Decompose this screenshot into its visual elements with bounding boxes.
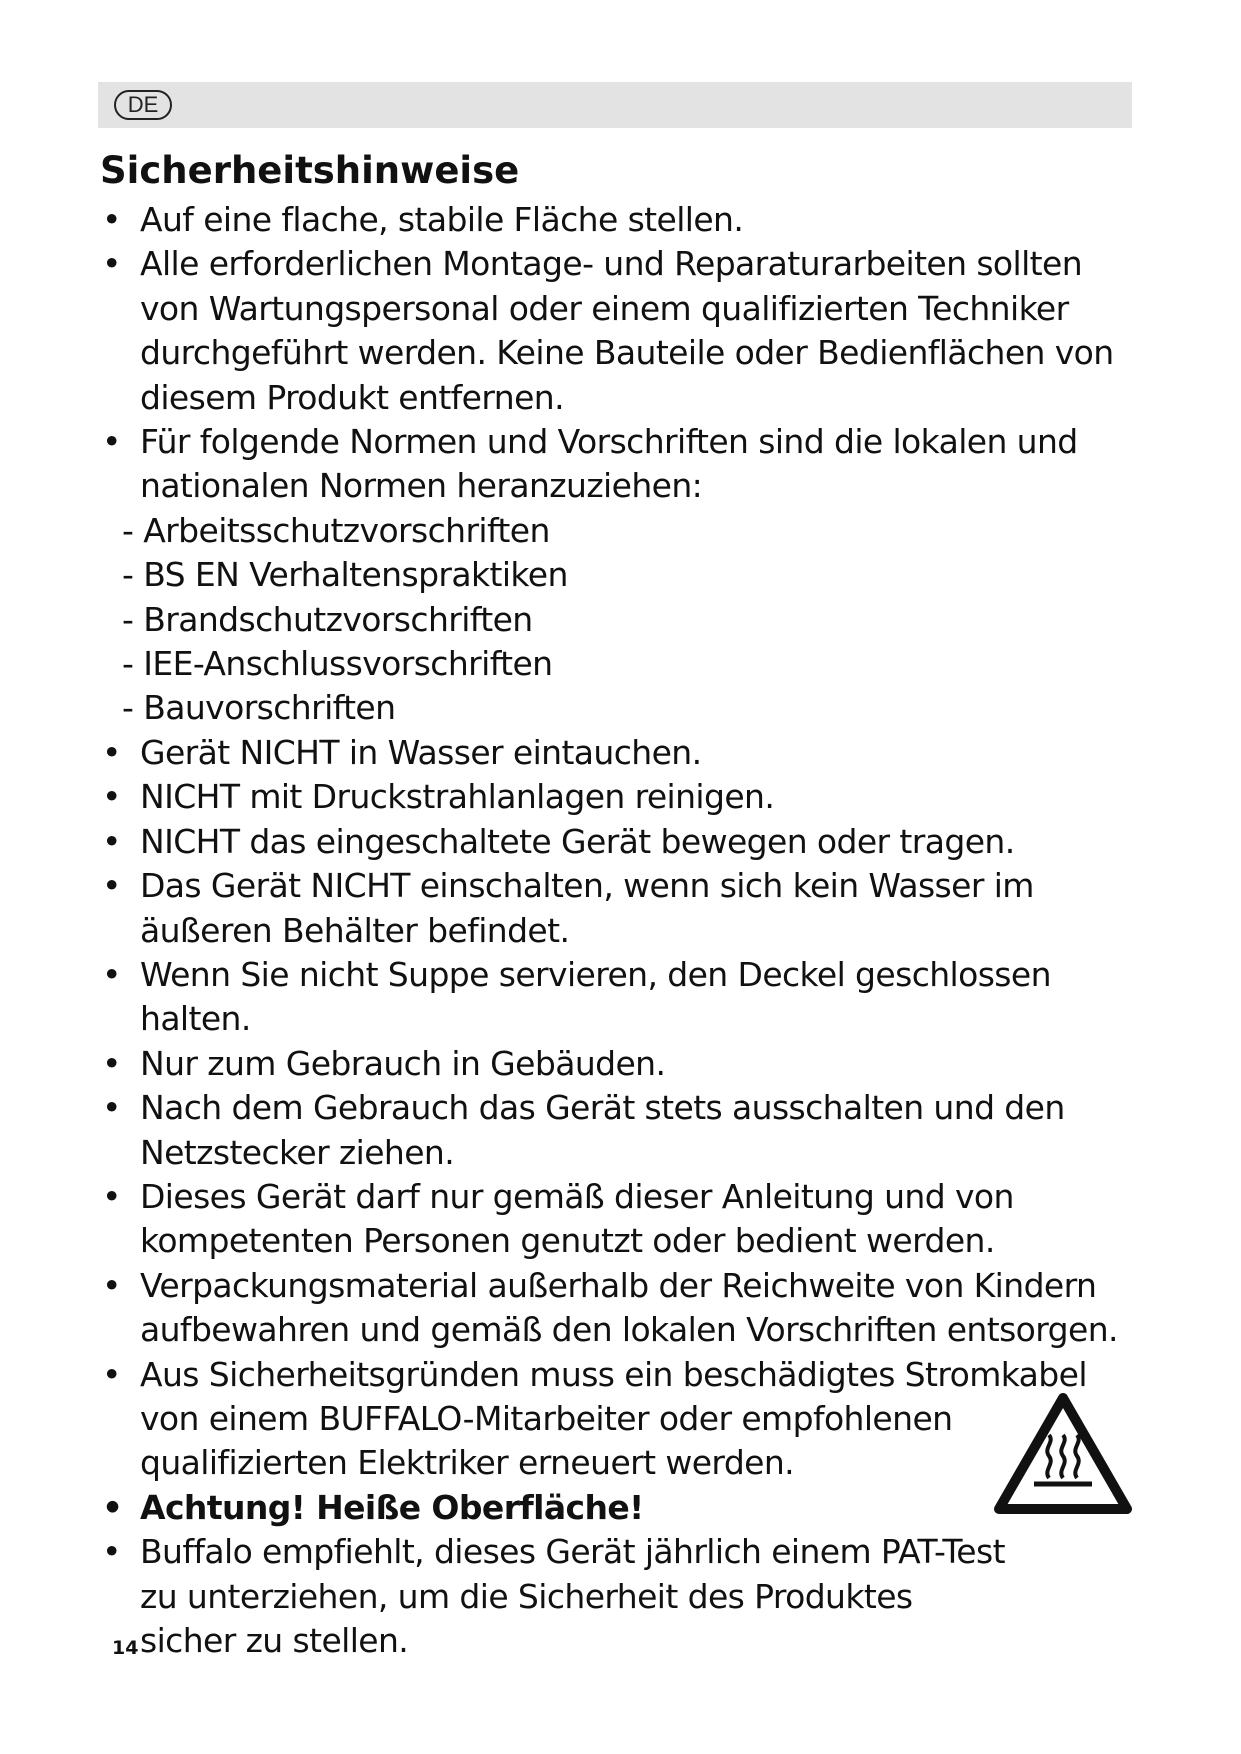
list-item: • Wenn Sie nicht Suppe servieren, den Deckel geschlossen halten.	[100, 953, 1150, 1042]
hot-surface-warning-icon	[994, 1392, 1132, 1516]
sub-list-item: - Arbeitsschutzvorschriften	[122, 510, 550, 550]
list-item: • Nach dem Gebrauch das Gerät stets ausschalten und den Netzstecker ziehen.	[100, 1086, 1150, 1175]
hot-surface-warning-text: • Achtung! Heiße Oberfläche!	[100, 1486, 1150, 1530]
list-item: • NICHT das eingeschaltete Gerät bewegen oder tragen.	[100, 820, 1150, 864]
list-item: • Das Gerät NICHT einschalten, wenn sich kein Wasser im äußeren Behälter befindet.	[100, 864, 1150, 953]
list-item: • Gerät NICHT in Wasser eintauchen.	[100, 731, 1150, 775]
list-item: • Auf eine flache, stabile Fläche stellen.	[100, 198, 1150, 242]
list-item: • Für folgende Normen und Vorschriften sind die lokalen und nationalen Normen heranzuziehen:	[100, 420, 1150, 509]
list-item: • Buffalo empfiehlt, dieses Gerät jährlich einem PAT-Test zu unterziehen, um die Sicherheit des Produktes sicher zu stellen.	[100, 1530, 1010, 1663]
sub-list-item: - Bauvorschriften	[122, 688, 396, 728]
sub-list-item: - IEE-Anschlussvorschriften	[122, 644, 553, 684]
safety-list	[100, 198, 1150, 1663]
sub-list-item: - BS EN Verhaltenspraktiken	[122, 555, 568, 595]
list-item: • Dieses Gerät darf nur gemäß dieser Anleitung und von kompetenten Personen genutzt oder bedient werden.	[100, 1175, 1150, 1264]
list-item: • Verpackungsmaterial außerhalb der Reichweite von Kindern aufbewahren und gemäß den lokalen Vorschriften entsorgen.	[100, 1264, 1150, 1353]
list-item: • Nur zum Gebrauch in Gebäuden.	[100, 1042, 1150, 1086]
page-number: 14	[112, 1637, 139, 1659]
language-header-bar	[98, 82, 1132, 128]
list-item: • Aus Sicherheitsgründen muss ein beschädigtes Stromkabel von einem BUFFALO-Mitarbeiter oder empfohlenen qualifizierten Elektriker erneuert werden.	[100, 1353, 1150, 1486]
list-item: • NICHT mit Druckstrahlanlagen reinigen.	[100, 775, 1150, 819]
language-badge: DE	[114, 90, 172, 120]
page-title: Sicherheitshinweise	[100, 149, 520, 192]
sub-list-item: - Brandschutzvorschriften	[122, 599, 533, 639]
list-item: • Alle erforderlichen Montage- und Reparaturarbeiten sollten von Wartungspersonal oder einem qualifizierten Techniker durchgeführt werden. Keine Bauteile oder Bedienflächen von diesem Produkt entfernen.	[100, 242, 1150, 420]
